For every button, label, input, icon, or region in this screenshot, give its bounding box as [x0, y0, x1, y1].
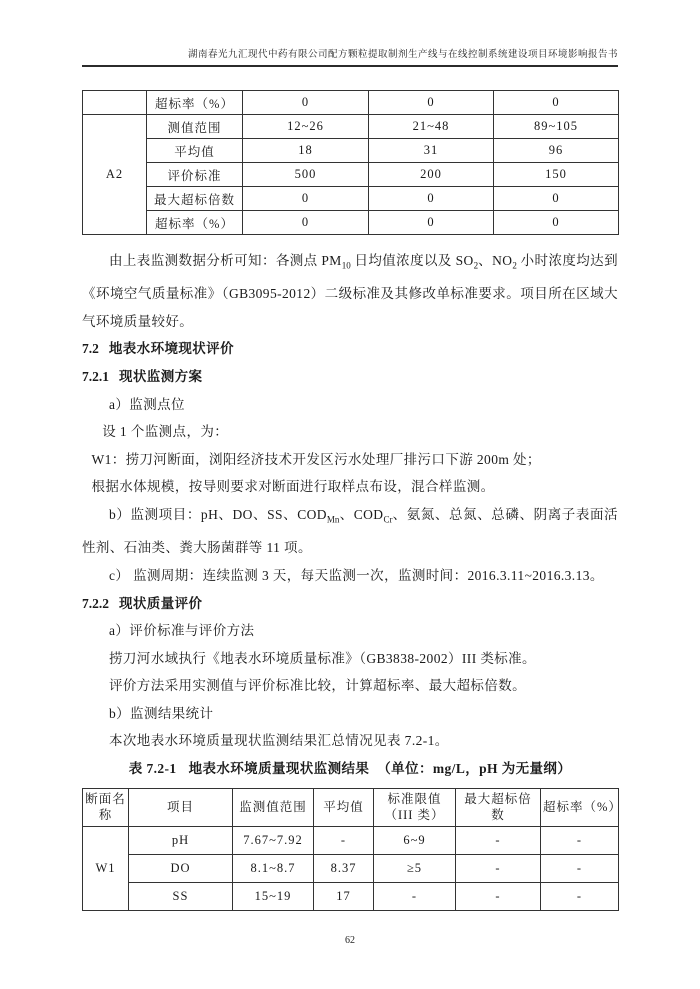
header-average: 平均值	[314, 788, 374, 826]
subscript: 10	[341, 260, 351, 271]
cell-value: 200	[369, 163, 494, 187]
cell-value: 12~26	[243, 115, 369, 139]
cell-value: 0	[369, 91, 494, 115]
text-segment: 、NO	[478, 253, 513, 268]
cell-value: 0	[494, 187, 619, 211]
cell-value: -	[314, 826, 374, 854]
cell-value: 6~9	[374, 826, 456, 854]
header-max-exceed-multiple: 最大超标倍数	[456, 788, 541, 826]
cell-value: 150	[494, 163, 619, 187]
cell-value: -	[456, 882, 541, 910]
cell-value: 8.1~8.7	[233, 854, 314, 882]
text-segment: 由上表监测数据分析可知：各测点 PM	[109, 253, 342, 268]
page-number: 62	[345, 934, 355, 946]
subscript: Mn	[326, 514, 340, 525]
cell-value: 17	[314, 882, 374, 910]
text-segment: 小时浓度均达到《环境空气质量标准》（GB3095-2012）二级标准及其修改单标准要求。项目所在区域大气环境质量较好。	[82, 253, 618, 329]
heading-title: 地表水环境现状评价	[108, 341, 234, 357]
line-set-point: 设 1 个监测点，为：	[102, 424, 229, 440]
cell-value: ≥5	[374, 854, 456, 882]
line-w1-description: W1：捞刀河断面，浏阳经济技术开发区污水处理厂排污口下游 200m 处；	[91, 451, 541, 467]
cell-value: 0	[243, 211, 369, 235]
cell-value: -	[541, 882, 619, 910]
document-body	[82, 247, 618, 783]
caption-title: 地表水环境质量现状监测结果	[188, 761, 370, 777]
cell-item: DO	[129, 854, 233, 882]
cell-label: 最大超标倍数	[147, 187, 243, 211]
cell-label: 平均值	[147, 139, 243, 163]
cell-label: 测值范围	[147, 115, 243, 139]
line-sampling-method: 根据水体规模，按导则要求对断面进行取样点布设，混合样监测。	[91, 479, 495, 495]
subscript: 2	[473, 260, 479, 271]
text-segment: b）监测项目：pH、DO、SS、COD	[109, 507, 327, 523]
header-value-range: 监测值范围	[233, 788, 314, 826]
line-monitoring-period: c） 监测周期：连续监测 3 天，每天监测一次，监测时间：2016.3.11~2016.3.13。	[109, 567, 604, 583]
caption-label: 表 7.2-1	[128, 761, 177, 777]
cell-value: 0	[243, 91, 369, 115]
heading-number: 7.2.1	[82, 369, 109, 385]
cell-value: 0	[243, 187, 369, 211]
text-segment: 、COD	[339, 507, 384, 523]
text-segment: 日均值浓度以及 SO	[350, 253, 474, 268]
surface-water-result-table	[82, 788, 622, 911]
cell-group-w1: W1	[83, 826, 129, 910]
table-row	[83, 882, 619, 910]
cell-label: 评价标准	[147, 163, 243, 187]
cell-value: 31	[369, 139, 494, 163]
cell-value: 0	[369, 211, 494, 235]
table-row	[83, 139, 619, 163]
table-row	[83, 854, 619, 882]
cell-value: 8.37	[314, 854, 374, 882]
line-standard-execution: 捞刀河水域执行《地表水环境质量标准》（GB3838-2002）III 类标准。	[109, 650, 536, 666]
table-caption-7-2-1	[82, 755, 618, 783]
table-header-row	[83, 788, 619, 826]
caption-unit: （单位：mg/L，pH 为无量纲）	[377, 761, 572, 777]
cell-value: -	[374, 882, 456, 910]
heading-title: 现状监测方案	[119, 369, 203, 385]
heading-number: 7.2.2	[82, 595, 109, 611]
line-summary-reference: 本次地表水环境质量现状监测结果汇总情况见表 7.2-1。	[109, 733, 449, 749]
table-row	[83, 826, 619, 854]
table-row	[83, 187, 619, 211]
para-monitoring-items	[82, 501, 618, 562]
cell-item: pH	[129, 826, 233, 854]
cell-value: 15~19	[233, 882, 314, 910]
cell-value: -	[541, 826, 619, 854]
table-row	[83, 163, 619, 187]
table-row	[83, 211, 619, 235]
heading-title: 现状质量评价	[119, 595, 203, 611]
page-header-title: 湖南春光九汇现代中药有限公司配方颗粒提取制剂生产线与在线控制系统建设项目环境影响报告书	[82, 46, 618, 67]
table-row	[83, 115, 619, 139]
cell-value: 500	[243, 163, 369, 187]
cell-value: -	[541, 854, 619, 882]
cell-group-a2: A2	[83, 115, 147, 235]
header-standard-limit: 标准限值（III 类）	[374, 788, 456, 826]
cell-value: 21~48	[369, 115, 494, 139]
cell-value: 96	[494, 139, 619, 163]
cell-label: 超标率（%）	[147, 211, 243, 235]
heading-7-2-2	[82, 590, 618, 618]
table-row	[83, 91, 619, 115]
air-quality-result-table	[82, 90, 619, 235]
cell-value: 0	[494, 211, 619, 235]
cell-group-empty	[83, 91, 147, 115]
cell-label: 超标率（%）	[147, 91, 243, 115]
cell-value: 0	[369, 187, 494, 211]
heading-number: 7.2	[82, 341, 99, 357]
header-section-name: 断面名称	[83, 788, 129, 826]
cell-item: SS	[129, 882, 233, 910]
subscript: 2	[512, 260, 517, 271]
line-result-statistics: b）监测结果统计	[109, 705, 214, 721]
header-exceed-rate: 超标率（%）	[541, 788, 619, 826]
cell-value: 7.67~7.92	[233, 826, 314, 854]
para-air-quality-conclusion	[82, 247, 618, 335]
line-evaluation-method: 评价方法采用实测值与评价标准比较，计算超标率、最大超标倍数。	[109, 678, 526, 694]
cell-value: 0	[494, 91, 619, 115]
cell-value: 18	[243, 139, 369, 163]
line-evaluation-standard-method: a）评价标准与评价方法	[109, 623, 255, 639]
heading-7-2-1	[82, 363, 618, 391]
heading-7-2	[82, 335, 618, 363]
cell-value: -	[456, 826, 541, 854]
header-item: 项目	[129, 788, 233, 826]
subscript: Cr	[383, 514, 393, 525]
cell-value: -	[456, 854, 541, 882]
cell-value: 89~105	[494, 115, 619, 139]
line-monitoring-points: a）监测点位	[109, 396, 185, 412]
text-segment: 、氨氮、总氮、总磷、阴离子表面活性剂、石油类、粪大肠菌群等 11 项。	[82, 507, 618, 556]
